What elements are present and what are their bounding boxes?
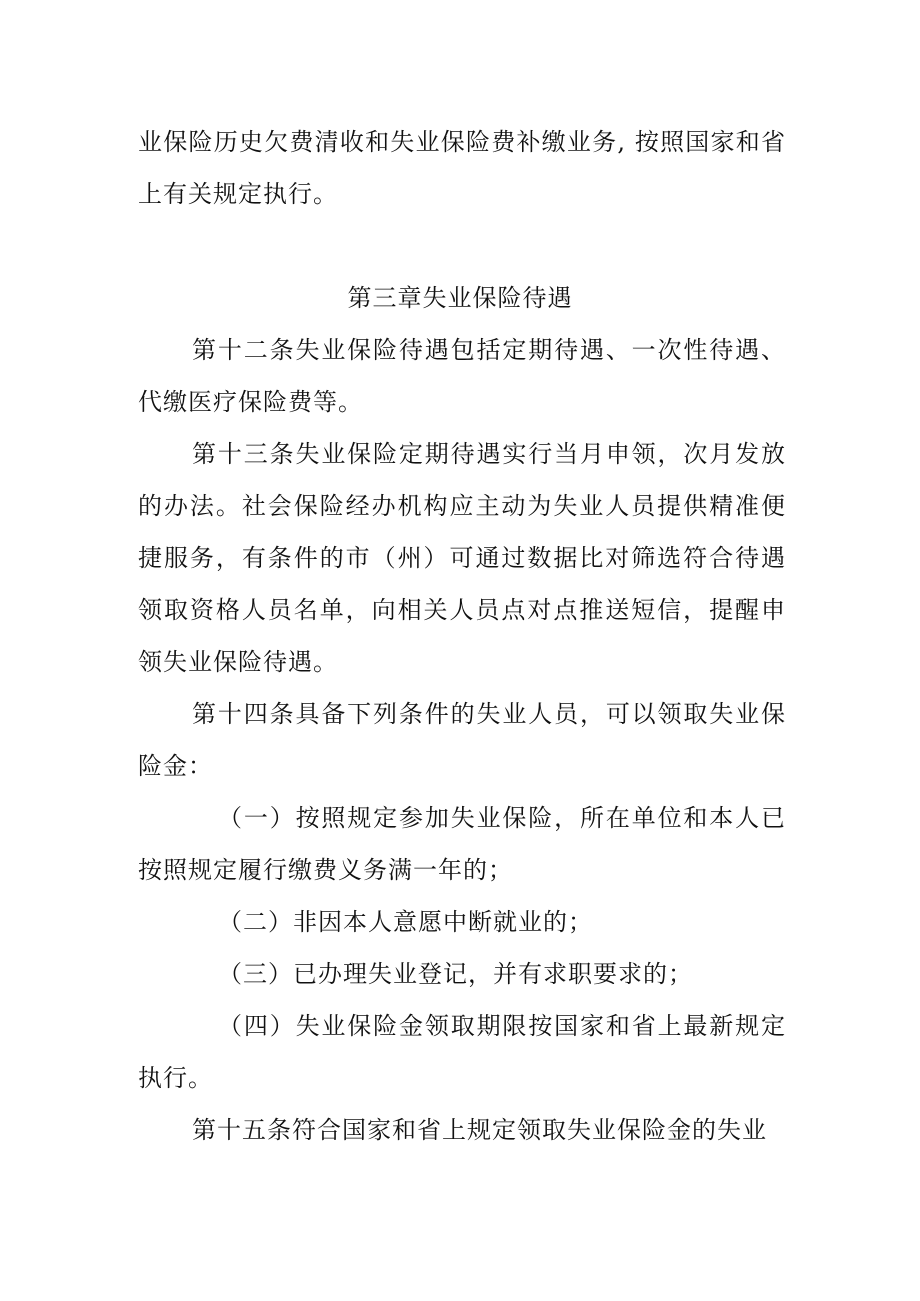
- article-13: 第十三条失业保险定期待遇实行当月申领，次月发放的办法。社会保险经办机构应主动为失业人员提供精准便捷服务，有条件的市（州）可通过数据比对筛选符合待遇领取资格人员名单，向相关人员点对点推送短信，提醒申领失业保险待遇。: [138, 440, 786, 676]
- paragraph-continuation: 业保险历史欠费清收和失业保险费补缴业务, 按照国家和省上有关规定执行。: [138, 128, 786, 208]
- item-2: （二）非因本人意愿中断就业的；: [218, 908, 593, 936]
- item-1: （一）按照规定参加失业保险，所在单位和本人已按照规定履行缴费义务满一年的；: [138, 804, 786, 884]
- article-14: 第十四条具备下列条件的失业人员，可以领取失业保险金：: [138, 700, 786, 780]
- article-15: 第十五条符合国家和省上规定领取失业保险金的失业: [192, 1116, 767, 1144]
- item-4: （四）失业保险金领取期限按国家和省上最新规定执行。: [138, 1012, 786, 1092]
- item-3: （三）已办理失业登记，并有求职要求的；: [218, 960, 693, 988]
- article-12: 第十二条失业保险待遇包括定期待遇、一次性待遇、代缴医疗保险费等。: [138, 336, 786, 416]
- chapter-heading: 第三章失业保险待遇: [347, 284, 573, 312]
